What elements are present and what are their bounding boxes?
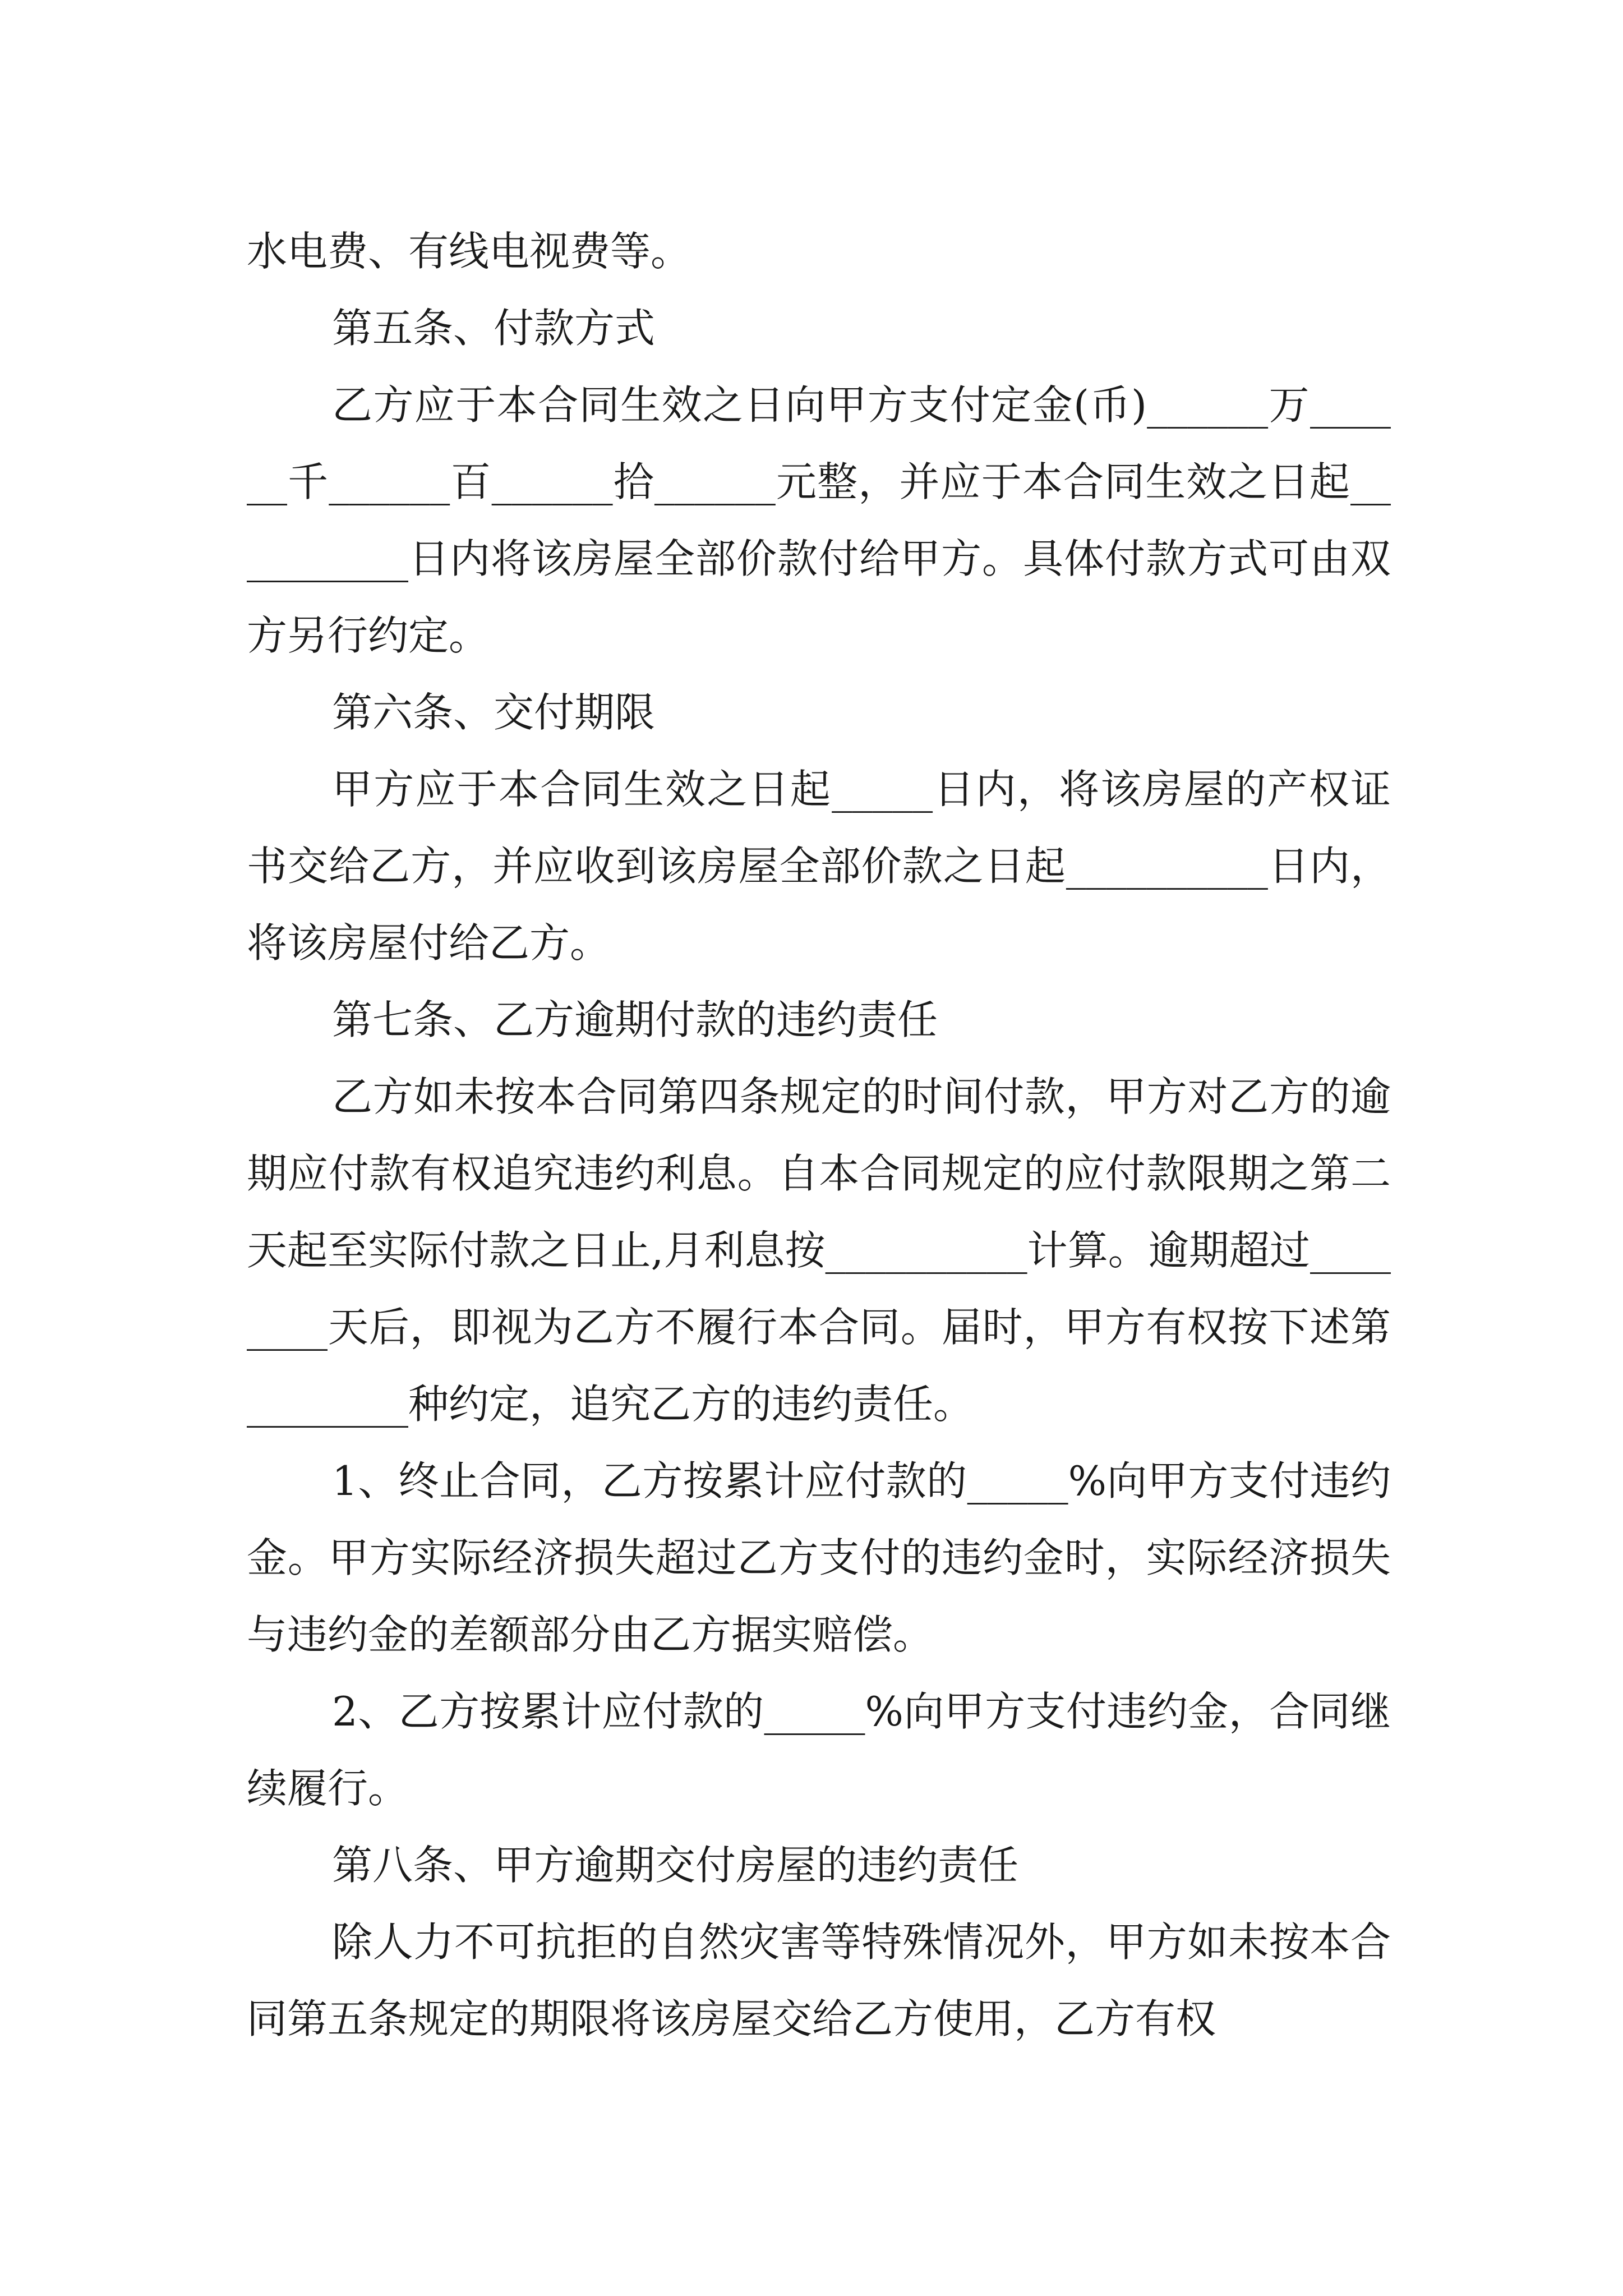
article-7-heading: 第七条、乙方逾期付款的违约责任 bbox=[332, 996, 938, 1043]
document-body bbox=[247, 213, 1391, 2058]
article-5-payment-paragraph: 乙方应于本合同生效之日向甲方支付定金(币)______万______千______百______拾______元整，并应于本合同生效之日起__________日内将该房屋全部价款付给甲方。具体付款方式可由双方另行约定。 bbox=[247, 381, 1391, 659]
article-7-late-payment-paragraph: 乙方如未按本合同第四条规定的时间付款，甲方对乙方的逾期应付款有权追究违约利息。自本合同规定的应付款限期之第二天起至实际付款之日止,月利息按__________计算。逾期超过________天后，即视为乙方不履行本合同。届时，甲方有权按下述第________种约定，追究乙方的违约责任。 bbox=[247, 1073, 1391, 1428]
article-6-delivery-paragraph: 甲方应于本合同生效之日起_____日内，将该房屋的产权证书交给乙方，并应收到该房屋全部价款之日起__________日内，将该房屋付给乙方。 bbox=[247, 766, 1391, 967]
paragraph-continued: 水电费、有线电视费等。 bbox=[247, 228, 691, 275]
article-8-heading: 第八条、甲方逾期交付房屋的违约责任 bbox=[332, 1842, 1019, 1889]
article-8-late-delivery-paragraph: 除人力不可抗拒的自然灾害等特殊情况外，甲方如未按本合同第五条规定的期限将该房屋交给乙方使用，乙方有权 bbox=[247, 1918, 1391, 2042]
article-6-heading: 第六条、交付期限 bbox=[332, 689, 656, 736]
article-7-option-1-paragraph: 1、终止合同，乙方按累计应付款的_____%向甲方支付违约金。甲方实际经济损失超过乙方支付的违约金时，实际经济损失与违约金的差额部分由乙方据实赔偿。 bbox=[247, 1457, 1391, 1658]
article-7-option-2-paragraph: 2、乙方按累计应付款的_____%向甲方支付违约金，合同继续履行。 bbox=[247, 1688, 1391, 1812]
article-5-heading: 第五条、付款方式 bbox=[332, 305, 656, 352]
